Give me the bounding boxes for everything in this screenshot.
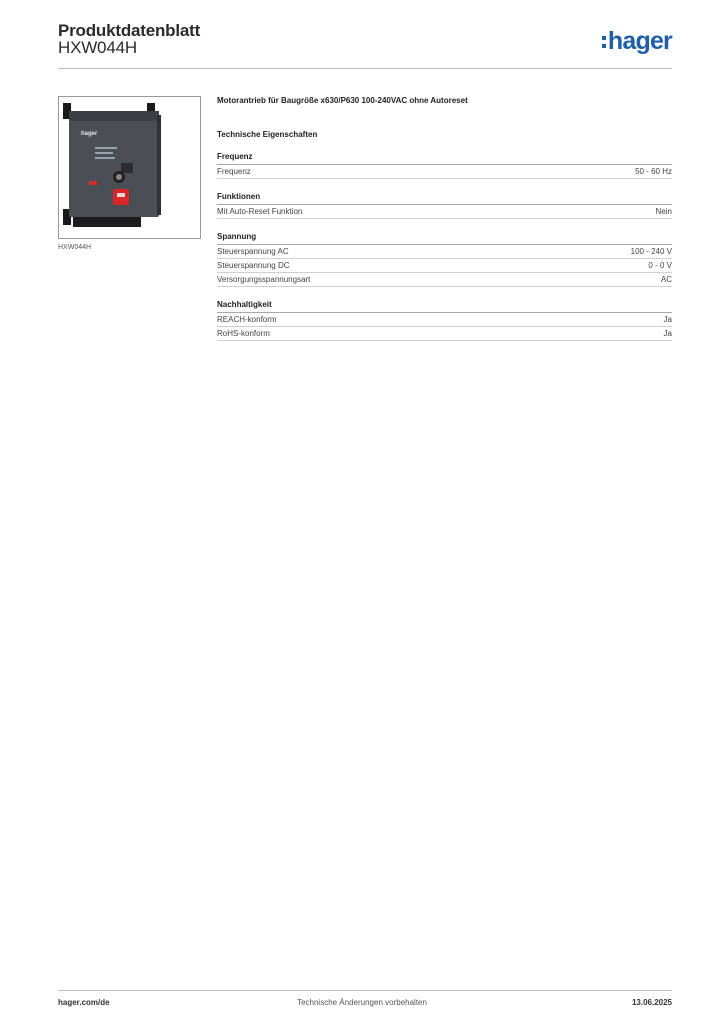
group-title: Frequenz [217,152,672,165]
group-title: Funktionen [217,192,672,205]
property-label: RoHS-konform [217,329,270,338]
property-label: Mit Auto-Reset Funktion [217,207,303,216]
property-value: Nein [655,207,672,216]
page-title: Produktdatenblatt [58,21,201,40]
property-label: Steuerspannung DC [217,261,290,270]
motor-drive-illustration [59,97,200,238]
product-code: HXW044H [58,38,137,57]
property-row [217,327,672,341]
properties-heading: Technische Eigenschaften [217,130,318,139]
property-row [217,245,672,259]
product-details [217,96,672,341]
property-row [217,259,672,273]
property-value: Ja [663,329,672,338]
footer-website-link[interactable]: hager.com/de [58,998,110,1007]
property-group-frequency [217,152,672,179]
product-description: Motorantrieb für Baugröße x630/P630 100-240VAC ohne Autoreset [217,96,468,105]
hager-logo [602,27,672,56]
product-image [58,96,201,239]
footer-notice: Technische Änderungen vorbehalten [297,998,427,1007]
property-value: 100 - 240 V [630,247,672,256]
header-divider [58,68,672,69]
footer-date: 13.06.2025 [631,998,672,1007]
footer-divider [58,990,672,991]
device-label: hager [81,131,98,137]
property-group-voltage [217,232,672,287]
logo-text: hager [607,27,672,55]
property-value: Ja [663,315,672,324]
image-caption: HXW044H [58,244,92,251]
property-row [217,165,672,179]
logo-dots-icon [602,34,606,50]
property-row [217,273,672,287]
property-label: Steuerspannung AC [217,247,289,256]
group-title: Spannung [217,232,672,245]
group-title: Nachhaltigkeit [217,300,672,313]
property-value: 50 - 60 Hz [635,167,672,176]
property-value: 0 - 0 V [648,261,672,270]
property-value: AC [660,275,672,284]
property-group-sustainability [217,300,672,341]
property-group-functions [217,192,672,219]
property-row [217,205,672,219]
property-label: Frequenz [217,167,251,176]
property-label: REACH-konform [217,315,277,324]
property-row [217,313,672,327]
property-label: Versorgungsspannungsart [217,275,311,284]
